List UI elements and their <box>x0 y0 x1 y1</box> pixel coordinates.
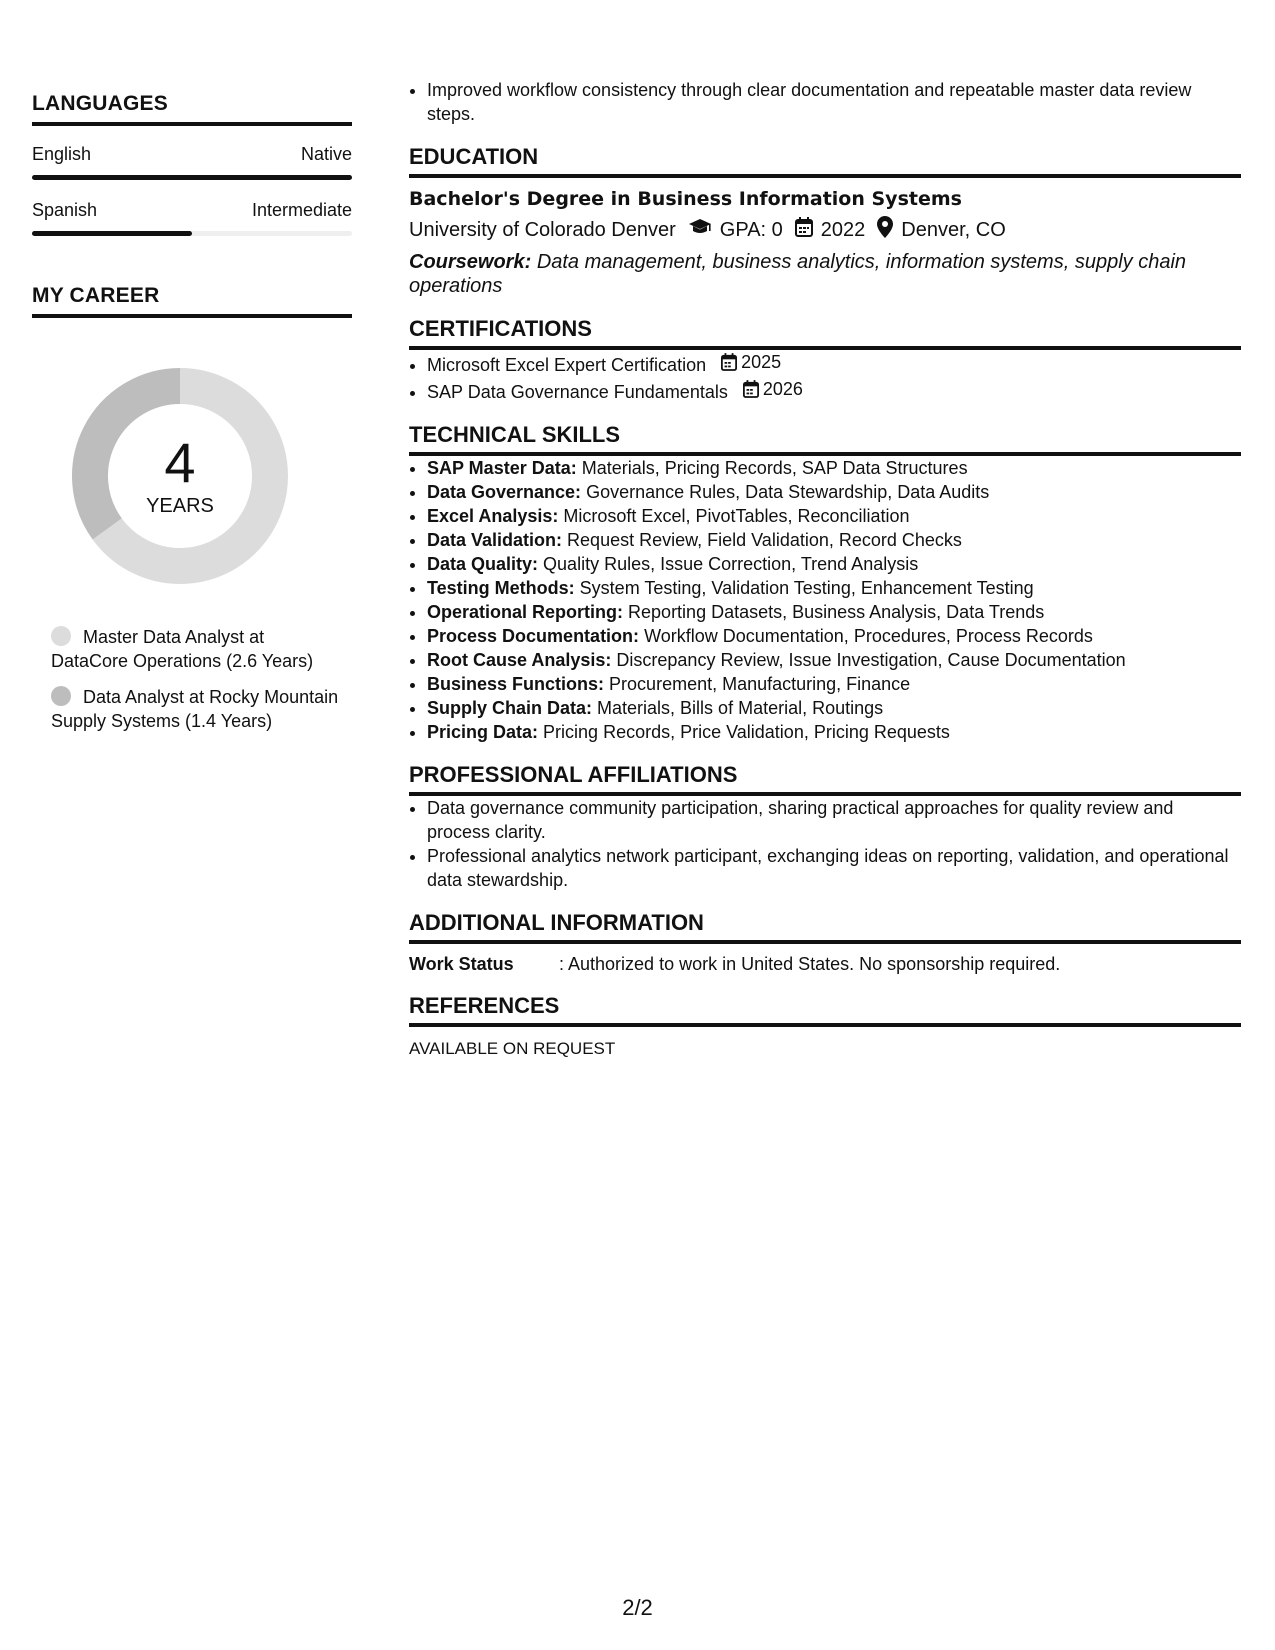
skill-item <box>427 672 1241 696</box>
legend-label: Data Analyst at Rocky Mountain Supply Systems (1.4 Years) <box>51 687 339 731</box>
career-donut-chart <box>65 361 295 591</box>
language-proficiency-bar <box>32 175 352 180</box>
certifications-section <box>409 316 1241 404</box>
language-item <box>32 144 352 180</box>
language-name: English <box>32 144 92 164</box>
location-pin-icon <box>877 216 893 244</box>
skill-item <box>427 456 1241 480</box>
references-text: AVAILABLE ON REQUEST <box>409 1039 616 1058</box>
education-meta <box>409 216 1241 244</box>
career-total-years: 4 <box>164 430 196 494</box>
skill-label: Excel Analysis: <box>427 506 559 526</box>
skill-label: Process Documentation: <box>427 626 640 646</box>
legend-dot <box>51 626 71 646</box>
skill-value: Governance Rules, Data Stewardship, Data Audits <box>586 482 990 502</box>
skill-item <box>427 480 1241 504</box>
skill-label: Data Quality: <box>427 554 539 574</box>
certifications-list <box>409 350 1241 404</box>
legend-item <box>51 625 341 673</box>
skill-label: SAP Master Data: <box>427 458 577 478</box>
language-name: Spanish <box>32 200 98 220</box>
certification-year: 2025 <box>741 352 782 372</box>
skill-label: Supply Chain Data: <box>427 698 593 718</box>
skill-label: Testing Methods: <box>427 578 575 598</box>
skill-item <box>427 600 1241 624</box>
skill-label: Business Functions: <box>427 674 605 694</box>
education-section <box>409 144 1241 298</box>
language-level: Intermediate <box>251 200 352 220</box>
education-school: University of Colorado Denver <box>409 218 676 241</box>
work-status-label: Work Status <box>409 954 514 974</box>
skill-value: Materials, Pricing Records, SAP Data Structures <box>581 458 968 478</box>
affiliations-list <box>409 796 1241 892</box>
language-item <box>32 200 352 236</box>
career-legend <box>32 625 341 733</box>
education-year: 2022 <box>820 218 866 241</box>
right-column <box>409 78 1241 1059</box>
certification-item <box>427 350 1241 377</box>
languages-heading: LANGUAGES <box>32 92 352 126</box>
affiliation-item: • Data governance community participation, sharing practical approaches for quality review and process clarity. <box>427 796 1241 844</box>
skill-value: Microsoft Excel, PivotTables, Reconciliation <box>563 506 910 526</box>
language-proficiency-bar <box>32 231 352 236</box>
references-heading: REFERENCES <box>409 993 1241 1027</box>
skills-section <box>409 422 1241 744</box>
skill-value: System Testing, Validation Testing, Enhancement Testing <box>579 578 1034 598</box>
skill-value: Request Review, Field Validation, Record Checks <box>567 530 962 550</box>
work-status-value: : Authorized to work in United States. No sponsorship required. <box>559 954 1061 974</box>
certifications-heading: CERTIFICATIONS <box>409 316 1241 350</box>
career-heading: MY CAREER <box>32 284 352 318</box>
skill-label: Operational Reporting: <box>427 602 624 622</box>
skill-label: Data Validation: <box>427 530 563 550</box>
skill-value: Discrepancy Review, Issue Investigation, Cause Documentation <box>616 650 1126 670</box>
additional-section <box>409 910 1241 975</box>
skill-item <box>427 528 1241 552</box>
legend-label: Master Data Analyst at DataCore Operations (2.6 Years) <box>51 627 314 671</box>
education-degree: Bachelor's Degree in Business Information Systems <box>409 188 962 210</box>
education-coursework <box>409 250 1241 298</box>
career-total-unit: YEARS <box>146 494 214 517</box>
skill-value: Workflow Documentation, Procedures, Process Records <box>644 626 1093 646</box>
references-section <box>409 993 1241 1059</box>
skill-label: Root Cause Analysis: <box>427 650 612 670</box>
language-proficiency-fill <box>32 175 352 180</box>
skill-item <box>427 576 1241 600</box>
page-number: 2/2 <box>622 1595 653 1620</box>
skill-value: Quality Rules, Issue Correction, Trend Analysis <box>543 554 919 574</box>
calendar-icon <box>743 380 759 398</box>
legend-dot <box>51 686 71 706</box>
skill-item <box>427 720 1241 744</box>
left-column <box>32 92 352 745</box>
affiliations-section <box>409 762 1241 892</box>
skills-list <box>409 456 1241 744</box>
skill-item <box>427 696 1241 720</box>
legend-item <box>51 685 341 733</box>
skill-item <box>427 648 1241 672</box>
education-location: Denver, CO <box>901 218 1006 241</box>
skill-value: Procurement, Manufacturing, Finance <box>609 674 911 694</box>
certification-item <box>427 377 1241 404</box>
additional-heading: ADDITIONAL INFORMATION <box>409 910 1241 944</box>
experience-bullets <box>409 78 1241 126</box>
skill-value: Pricing Records, Price Validation, Pricing Requests <box>543 722 950 742</box>
language-proficiency-fill <box>32 231 192 236</box>
graduation-cap-icon <box>688 218 712 242</box>
certification-name: SAP Data Governance Fundamentals <box>427 382 728 402</box>
certification-name: Microsoft Excel Expert Certification <box>427 355 707 375</box>
skill-label: Data Governance: <box>427 482 582 502</box>
education-gpa: GPA: 0 <box>719 218 783 241</box>
coursework-text: Data management, business analytics, information systems, supply chain operations <box>409 251 1187 297</box>
skill-label: Pricing Data: <box>427 722 539 742</box>
skills-heading: TECHNICAL SKILLS <box>409 422 1241 456</box>
skill-item <box>427 552 1241 576</box>
affiliations-heading: PROFESSIONAL AFFILIATIONS <box>409 762 1241 796</box>
skill-value: Materials, Bills of Material, Routings <box>597 698 884 718</box>
skill-item <box>427 504 1241 528</box>
calendar-icon <box>721 353 737 371</box>
certification-year: 2026 <box>762 379 803 399</box>
calendar-icon <box>795 217 813 243</box>
affiliation-item: • Professional analytics network participant, exchanging ideas on reporting, validation, and operational data stewardship. <box>427 844 1241 892</box>
work-status-row <box>409 954 1241 975</box>
skill-item <box>427 624 1241 648</box>
language-level: Native <box>300 144 352 164</box>
education-heading: EDUCATION <box>409 144 1241 178</box>
coursework-label: Coursework: <box>409 251 532 273</box>
skill-value: Reporting Datasets, Business Analysis, Data Trends <box>628 602 1045 622</box>
experience-bullet: • Improved workflow consistency through clear documentation and repeatable master data review steps. <box>427 78 1241 126</box>
